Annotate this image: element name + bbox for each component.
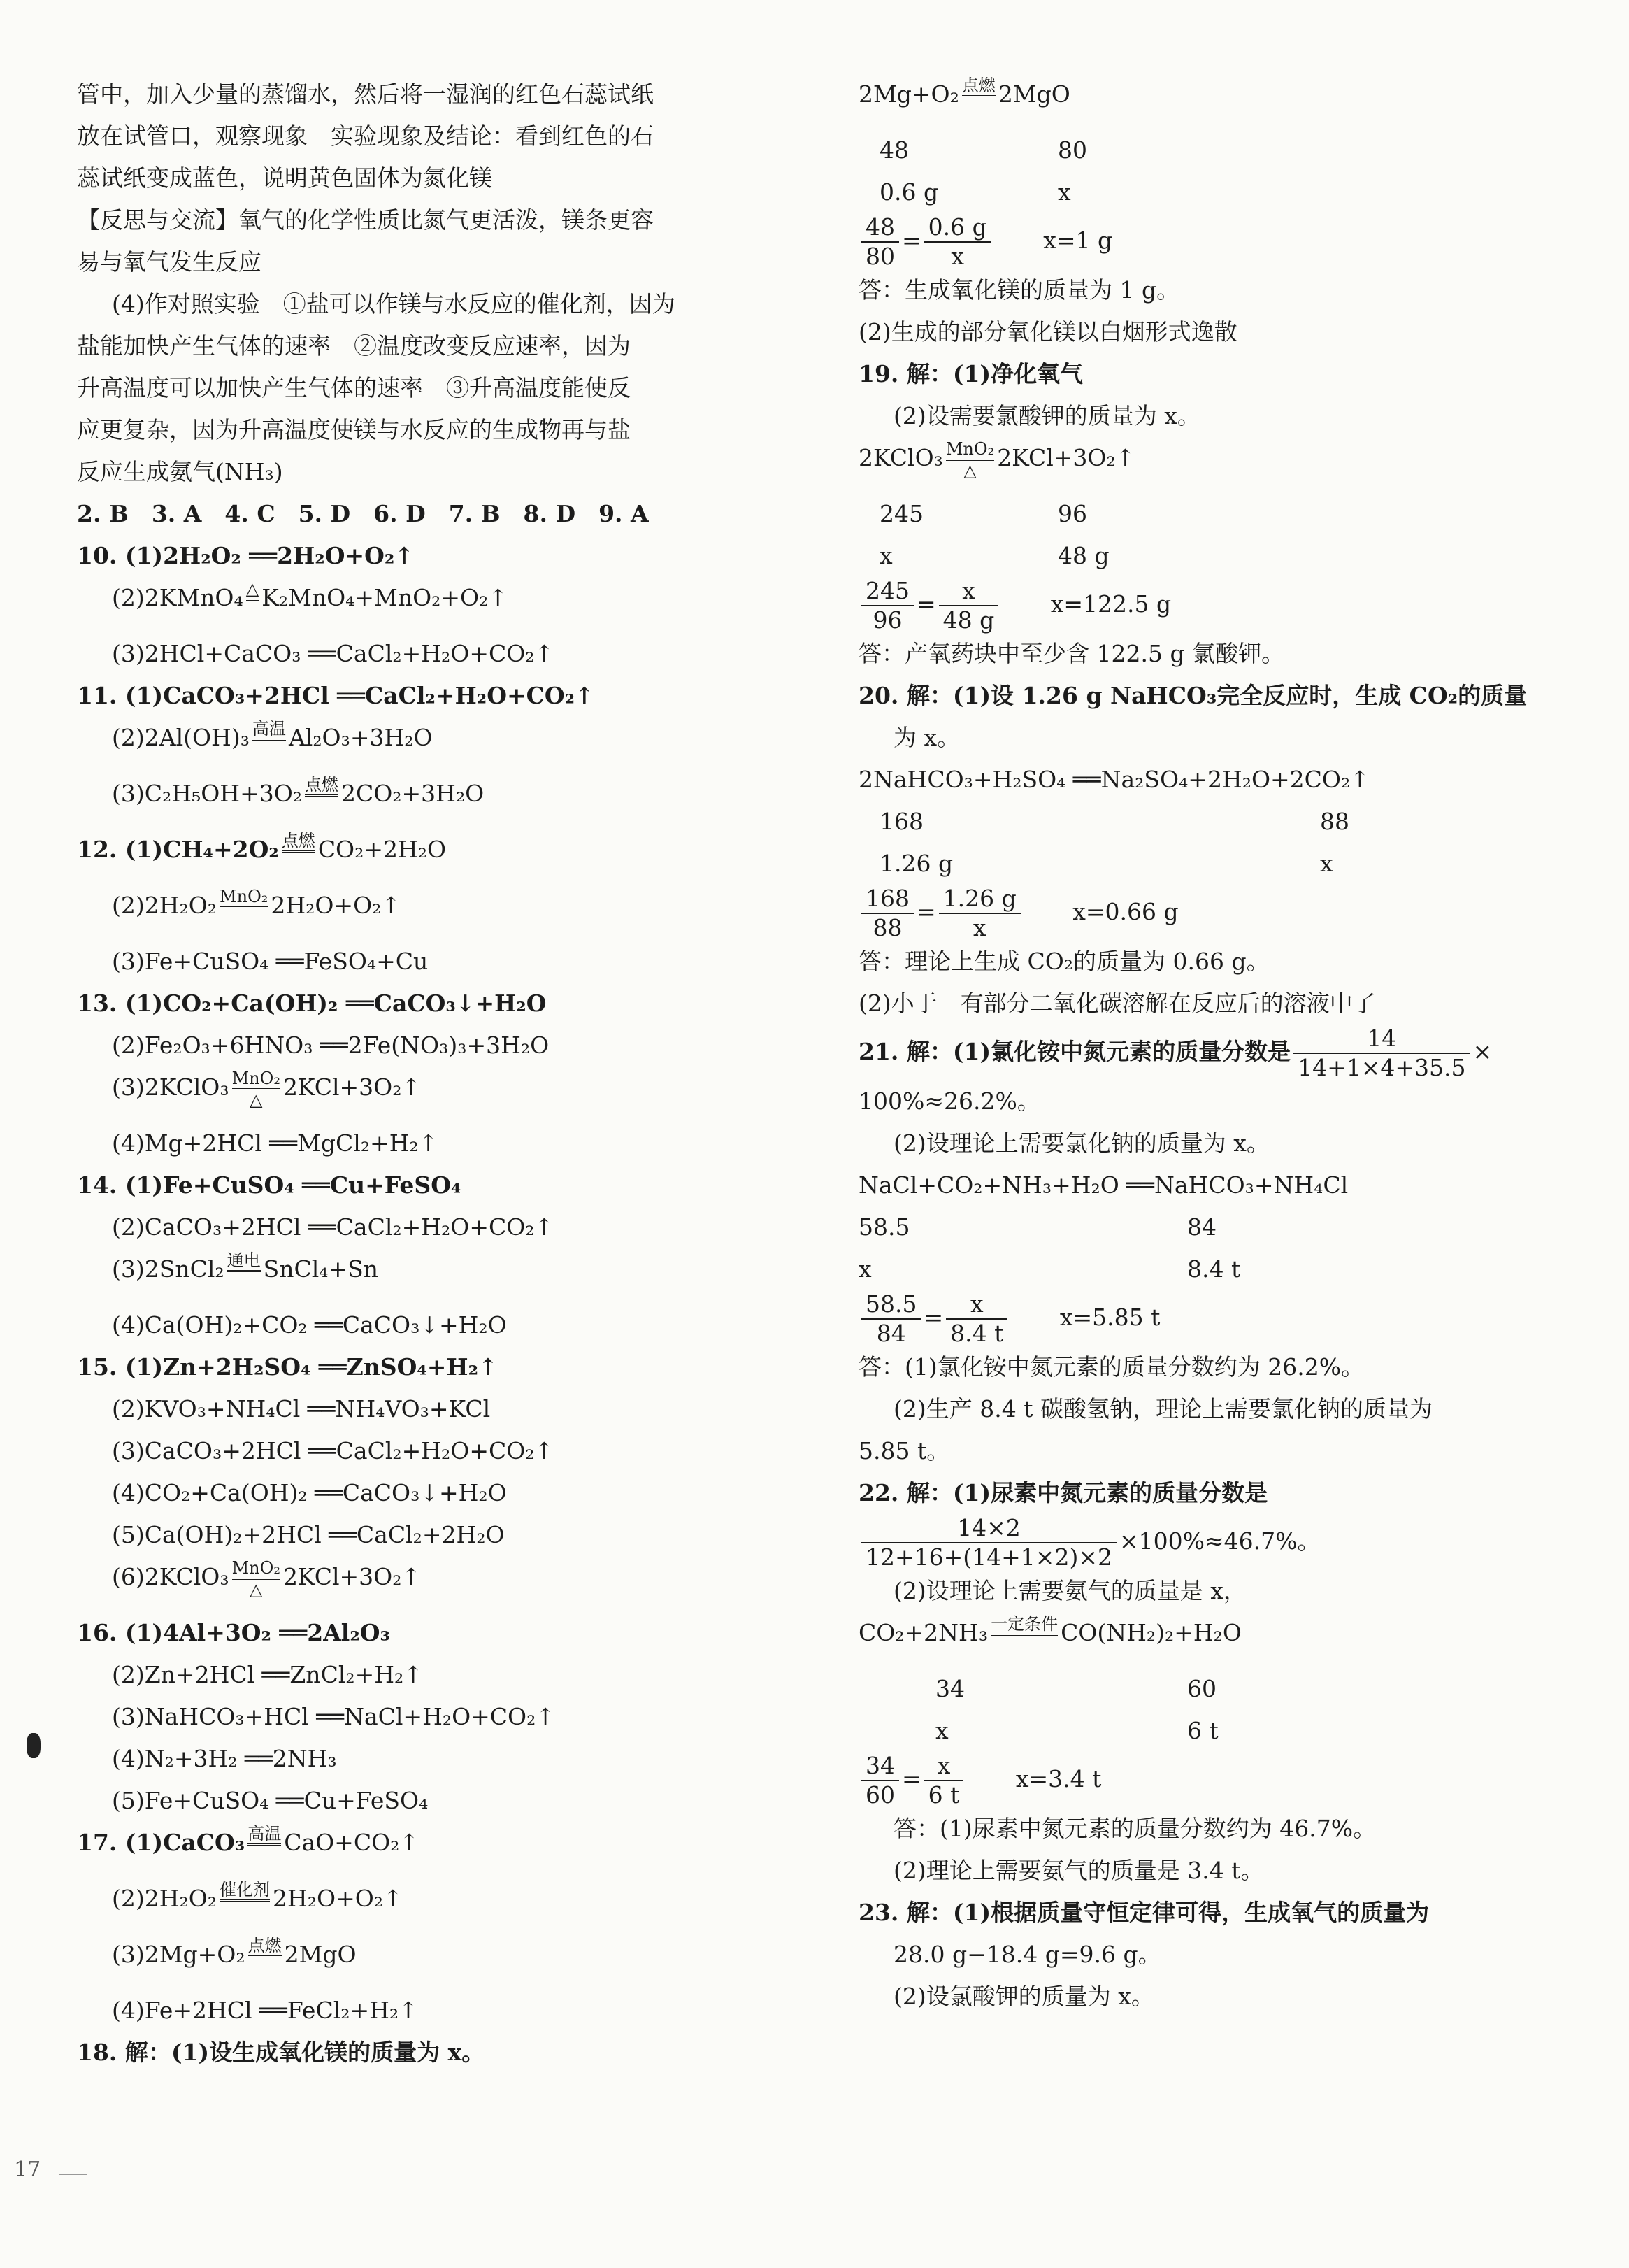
left-line-text: (4)作对照实验 ①盐可以作镁与水反应的催化剂，因为 <box>112 290 675 318</box>
q21-answer2: (2)生产 8.4 t 碳酸氢钠，理论上需要氯化钠的质量为 <box>894 1395 1433 1422</box>
condition-bottom <box>220 906 268 928</box>
left-line-text: 13. (1)CO₂+Ca(OH)₂ ══CaCO₃↓+H₂O <box>77 990 547 1017</box>
left-line-6 <box>77 325 776 367</box>
condition-top: MnO₂ <box>231 1557 280 1578</box>
left-line-41 <box>77 1934 776 1990</box>
left-line-19 <box>77 941 776 983</box>
left-line-27 <box>77 1304 776 1346</box>
q22-line2: (2)设理论上需要氨气的质量是 x， <box>894 1577 1247 1604</box>
condition-bottom <box>246 599 259 620</box>
left-line-text: 管中，加入少量的蒸馏水，然后将一湿润的红色石蕊试纸 <box>77 80 654 108</box>
equation-reactants: (2)2H₂O₂ <box>112 892 217 919</box>
condition-top: 点燃 <box>305 774 338 794</box>
equation-products: 2CO₂+3H₂O <box>341 780 485 807</box>
q20-proportion: $\frac{168}{88}$ = $\frac{1.26 g}{x}$ x=0.66 g <box>859 885 1565 941</box>
q20-ratio-row: 168 88 <box>880 808 1349 835</box>
left-line-text: (2)KVO₃+NH₄Cl ══NH₄VO₃+KCl <box>112 1395 491 1422</box>
left-line-15 <box>77 717 776 773</box>
condition-top: MnO₂ <box>220 886 268 906</box>
q18-ratio-row: 48 80 <box>880 136 1087 164</box>
left-line-text: 10. (1)2H₂O₂ ══2H₂O+O₂↑ <box>77 542 414 569</box>
left-line-text: 2. B 3. A 4. C 5. D 6. D 7. B 8. D 9. A <box>77 500 649 527</box>
reaction-condition <box>227 1250 261 1292</box>
q21-answer3: 5.85 t。 <box>859 1437 950 1464</box>
left-line-text: (3)Fe+CuSO₄ ══FeSO₄+Cu <box>112 948 429 975</box>
equation-products: CaO+CO₂↑ <box>284 1829 419 1856</box>
reaction-condition <box>247 1824 281 1865</box>
left-line-22 <box>77 1067 776 1122</box>
condition-top: 通电 <box>227 1250 261 1270</box>
reaction-condition <box>232 1069 280 1110</box>
q23-line2: 28.0 g−18.4 g=9.6 g。 <box>894 1941 1161 1968</box>
q23-line1: 23. 解：(1)根据质量守恒定律可得，生成氧气的质量为 <box>859 1899 1430 1926</box>
q18-proportion: $\frac{48}{80}$ = $\frac{0.6 g}{x}$ x=1 g <box>859 213 1565 269</box>
left-line-42 <box>77 1990 776 2032</box>
equation-products: 2KCl+3O₂↑ <box>282 1563 422 1590</box>
left-line-text: 应更复杂，因为升高温度使镁与水反应的生成物再与盐 <box>77 416 631 443</box>
equation-reactants: (2)2KMnO₄ <box>112 584 243 611</box>
left-line-text: 15. (1)Zn+2H₂SO₄ ══ZnSO₄+H₂↑ <box>77 1353 498 1381</box>
left-line-text: (4)CO₂+Ca(OH)₂ ══CaCO₃↓+H₂O <box>112 1479 507 1506</box>
equation-reactants: (3)C₂H₅OH+3O₂ <box>112 780 302 807</box>
q21-line3: (2)设理论上需要氯化钠的质量为 x。 <box>894 1129 1270 1157</box>
left-line-39 <box>77 1822 776 1878</box>
q19-value-row: x 48 g <box>880 542 1110 569</box>
q20-line1: 20. 解：(1)设 1.26 g NaHCO₃完全反应时，生成 CO₂的质量 <box>859 682 1528 709</box>
equation-reactants: 12. (1)CH₄+2O₂ <box>77 836 279 863</box>
reaction-condition <box>282 831 315 872</box>
q18-part2: (2)生成的部分氧化镁以白烟形式逸散 <box>859 318 1237 345</box>
left-line-text: 18. 解：(1)设生成氧化镁的质量为 x。 <box>77 2039 485 2066</box>
q19-ratio-row: 245 96 <box>880 500 1087 527</box>
q20-equation: 2NaHCO₃+H₂SO₄ ══Na₂SO₄+2H₂O+2CO₂↑ <box>859 766 1370 793</box>
right-column <box>859 73 1565 2018</box>
left-line-text: 11. (1)CaCO₃+2HCl ══CaCl₂+H₂O+CO₂↑ <box>77 682 594 709</box>
condition-bottom <box>248 1955 282 1977</box>
left-line-text: 易与氧气发生反应 <box>77 248 261 276</box>
left-line-2 <box>77 157 776 199</box>
left-line-text: 16. (1)4Al+3O₂ ══2Al₂O₃ <box>77 1619 390 1646</box>
q20-part2: (2)小于 有部分二氧化碳溶解在反应后的溶液中了 <box>859 990 1376 1017</box>
condition-top: 高温 <box>247 1823 282 1843</box>
condition-bottom <box>252 739 286 760</box>
equation-reactants: (2)2Al(OH)₃ <box>112 724 250 751</box>
equation-products: Al₂O₃+3H₂O <box>288 724 433 751</box>
left-line-text: (5)Fe+CuSO₄ ══Cu+FeSO₄ <box>112 1787 429 1814</box>
left-line-37 <box>77 1738 776 1780</box>
left-line-text: 盐能加快产生气体的速率 ②温度改变反应速率，因为 <box>77 332 631 359</box>
equation-products: SnCl₄+Sn <box>263 1255 379 1283</box>
q20-answer: 答：理论上生成 CO₂的质量为 0.66 g。 <box>859 948 1270 975</box>
condition-top: 点燃 <box>281 830 315 850</box>
left-line-text: (4)Ca(OH)₂+CO₂ ══CaCO₃↓+H₂O <box>112 1311 507 1339</box>
left-line-20 <box>77 983 776 1025</box>
left-line-38 <box>77 1780 776 1822</box>
reaction-condition <box>305 775 338 816</box>
q21-line1: 21. 解：(1)氯化铵中氮元素的质量分数是 $\frac{14}{14+1\times 4+35.5}$ × <box>859 1025 1493 1081</box>
reaction-condition <box>252 719 286 760</box>
left-line-24 <box>77 1164 776 1206</box>
q21-value-row: x 8.4 t <box>859 1255 1241 1283</box>
condition-bottom: △ <box>232 1088 280 1110</box>
condition-bottom <box>282 850 315 872</box>
left-line-17 <box>77 829 776 885</box>
left-line-33 <box>77 1556 776 1612</box>
left-line-23 <box>77 1122 776 1164</box>
left-line-text: 【反思与交流】氧气的化学性质比氮气更活泼，镁条更容 <box>77 206 654 234</box>
left-line-13 <box>77 633 776 675</box>
condition-top: 点燃 <box>247 1935 282 1955</box>
q21-proportion: $\frac{58.5}{84}$ = $\frac{x}{8.4 t}$ x=5.85 t <box>859 1290 1565 1346</box>
q19-line1: 19. 解：(1)净化氧气 <box>859 360 1084 387</box>
equation-reactants: (6)2KClO₃ <box>112 1563 229 1590</box>
condition-top: △ <box>245 578 259 599</box>
reaction-condition <box>246 579 259 620</box>
left-line-28 <box>77 1346 776 1388</box>
condition-bottom <box>227 1270 261 1292</box>
condition-bottom <box>220 1899 270 1921</box>
left-line-text: (4)N₂+3H₂ ══2NH₃ <box>112 1745 337 1772</box>
condition-bottom <box>305 794 338 816</box>
left-line-14 <box>77 675 776 717</box>
q18-value-row: 0.6 g x <box>880 178 1071 206</box>
reaction-condition <box>248 1936 282 1977</box>
left-line-text: 升高温度可以加快产生气体的速率 ③升高温度能使反 <box>77 374 631 401</box>
left-line-21 <box>77 1025 776 1067</box>
footer-dash <box>59 2174 87 2175</box>
q22-fraction: $\frac{14\times 2}{12+16+(14+1\times 2)\times 2}$ ×100%≈46.7%。 <box>859 1514 1565 1570</box>
left-line-34 <box>77 1612 776 1654</box>
left-line-1 <box>77 115 776 157</box>
condition-top: MnO₂ <box>231 1068 280 1088</box>
page-number: 17 <box>14 2158 41 2182</box>
q22-ratio-row: 34 60 <box>935 1675 1217 1702</box>
reaction-condition <box>220 887 268 928</box>
left-line-16 <box>77 773 776 829</box>
q20-line2: 为 x。 <box>894 724 961 751</box>
q18-equation: 2Mg+O₂ 点燃 2MgO <box>859 73 1565 129</box>
equation-products: K₂MnO₄+MnO₂+O₂↑ <box>261 584 508 611</box>
left-line-0 <box>77 73 776 115</box>
left-line-8 <box>77 409 776 451</box>
q22-answer1: 答：(1)尿素中氮元素的质量分数约为 46.7%。 <box>894 1815 1377 1842</box>
left-line-text: 放在试管口，观察现象 实验现象及结论：看到红色的石 <box>77 122 654 150</box>
left-line-12 <box>77 577 776 633</box>
left-line-40 <box>77 1878 776 1934</box>
q21-ratio-row: 58.5 84 <box>859 1213 1217 1241</box>
equation-reactants: (3)2SnCl₂ <box>112 1255 224 1283</box>
left-line-18 <box>77 885 776 941</box>
left-line-text: (4)Mg+2HCl ══MgCl₂+H₂↑ <box>112 1129 438 1157</box>
left-line-text: (3)NaHCO₃+HCl ══NaCl+H₂O+CO₂↑ <box>112 1703 555 1730</box>
q19-equation: 2KClO₃ MnO₂ △ 2KCl+3O₂↑ <box>859 438 1135 480</box>
condition-bottom: △ <box>232 1578 280 1599</box>
equation-reactants: 17. (1)CaCO₃ <box>77 1829 245 1856</box>
q20-value-row: 1.26 g x <box>880 850 1333 877</box>
left-line-36 <box>77 1696 776 1738</box>
left-line-30 <box>77 1430 776 1472</box>
left-line-4 <box>77 241 776 283</box>
left-line-35 <box>77 1654 776 1696</box>
reaction-condition <box>232 1558 280 1599</box>
left-line-7 <box>77 367 776 409</box>
left-line-text: (2)Fe₂O₃+6HNO₃ ══2Fe(NO₃)₃+3H₂O <box>112 1032 550 1059</box>
equation-products: 2H₂O+O₂↑ <box>273 1885 403 1912</box>
left-line-11 <box>77 535 776 577</box>
q22-line1: 22. 解：(1)尿素中氮元素的质量分数是 <box>859 1479 1268 1506</box>
equation-reactants: (2)2H₂O₂ <box>112 1885 217 1912</box>
left-line-text: (4)Fe+2HCl ══FeCl₂+H₂↑ <box>112 1997 418 2024</box>
left-line-text: (3)2HCl+CaCO₃ ══CaCl₂+H₂O+CO₂↑ <box>112 640 554 667</box>
q21-equation: NaCl+CO₂+NH₃+H₂O ══NaHCO₃+NH₄Cl <box>859 1171 1349 1199</box>
left-line-text: 14. (1)Fe+CuSO₄ ══Cu+FeSO₄ <box>77 1171 461 1199</box>
left-line-25 <box>77 1206 776 1248</box>
left-line-32 <box>77 1514 776 1556</box>
left-column <box>77 73 776 2074</box>
left-line-9 <box>77 451 776 493</box>
left-line-text: (5)Ca(OH)₂+2HCl ══CaCl₂+2H₂O <box>112 1521 505 1548</box>
equation-products: 2KCl+3O₂↑ <box>282 1074 422 1101</box>
condition-bottom <box>247 1843 281 1865</box>
condition-top: 高温 <box>252 718 286 739</box>
equation-products: CO₂+2H₂O <box>317 836 447 863</box>
q22-equation: CO₂+2NH₃ 一定条件 CO(NH₂)₂+H₂O <box>859 1612 1565 1668</box>
equation-products: 2MgO <box>284 1941 357 1968</box>
left-line-text: (3)CaCO₃+2HCl ══CaCl₂+H₂O+CO₂↑ <box>112 1437 554 1464</box>
equation-reactants: (3)2Mg+O₂ <box>112 1941 245 1968</box>
q22-value-row: x 6 t <box>935 1717 1219 1744</box>
q21-answer1: 答：(1)氯化铵中氮元素的质量分数约为 26.2%。 <box>859 1353 1365 1381</box>
ink-spot <box>27 1733 41 1758</box>
left-line-26 <box>77 1248 776 1304</box>
left-line-43 <box>77 2032 776 2074</box>
q19-answer: 答：产氧药块中至少含 122.5 g 氯酸钾。 <box>859 640 1285 667</box>
left-line-text: (2)CaCO₃+2HCl ══CaCl₂+H₂O+CO₂↑ <box>112 1213 554 1241</box>
left-line-29 <box>77 1388 776 1430</box>
q18-answer: 答：生成氧化镁的质量为 1 g。 <box>859 276 1180 304</box>
reaction-condition <box>220 1880 270 1921</box>
equation-products: 2H₂O+O₂↑ <box>271 892 401 919</box>
q23-line3: (2)设氯酸钾的质量为 x。 <box>894 1983 1154 2010</box>
q22-answer2: (2)理论上需要氨气的质量是 3.4 t。 <box>894 1857 1264 1884</box>
left-line-5 <box>77 283 776 325</box>
left-line-text: (2)Zn+2HCl ══ZnCl₂+H₂↑ <box>112 1661 423 1688</box>
left-line-31 <box>77 1472 776 1514</box>
left-line-text: 蕊试纸变成蓝色，说明黄色固体为氮化镁 <box>77 164 492 192</box>
condition-top: 催化剂 <box>220 1879 271 1899</box>
left-line-3 <box>77 199 776 241</box>
q22-proportion: $\frac{34}{60}$ = $\frac{x}{6 t}$ x=3.4 t <box>859 1752 1565 1808</box>
q19-line2: (2)设需要氯酸钾的质量为 x。 <box>894 402 1200 429</box>
left-line-text: 反应生成氨气(NH₃) <box>77 458 283 485</box>
left-line-10 <box>77 493 776 535</box>
q19-proportion: $\frac{245}{96}$ = $\frac{x}{48 g}$ x=122.5 g <box>859 577 1565 633</box>
equation-reactants: (3)2KClO₃ <box>112 1074 229 1101</box>
q21-line2: 100%≈26.2%。 <box>859 1087 1040 1115</box>
